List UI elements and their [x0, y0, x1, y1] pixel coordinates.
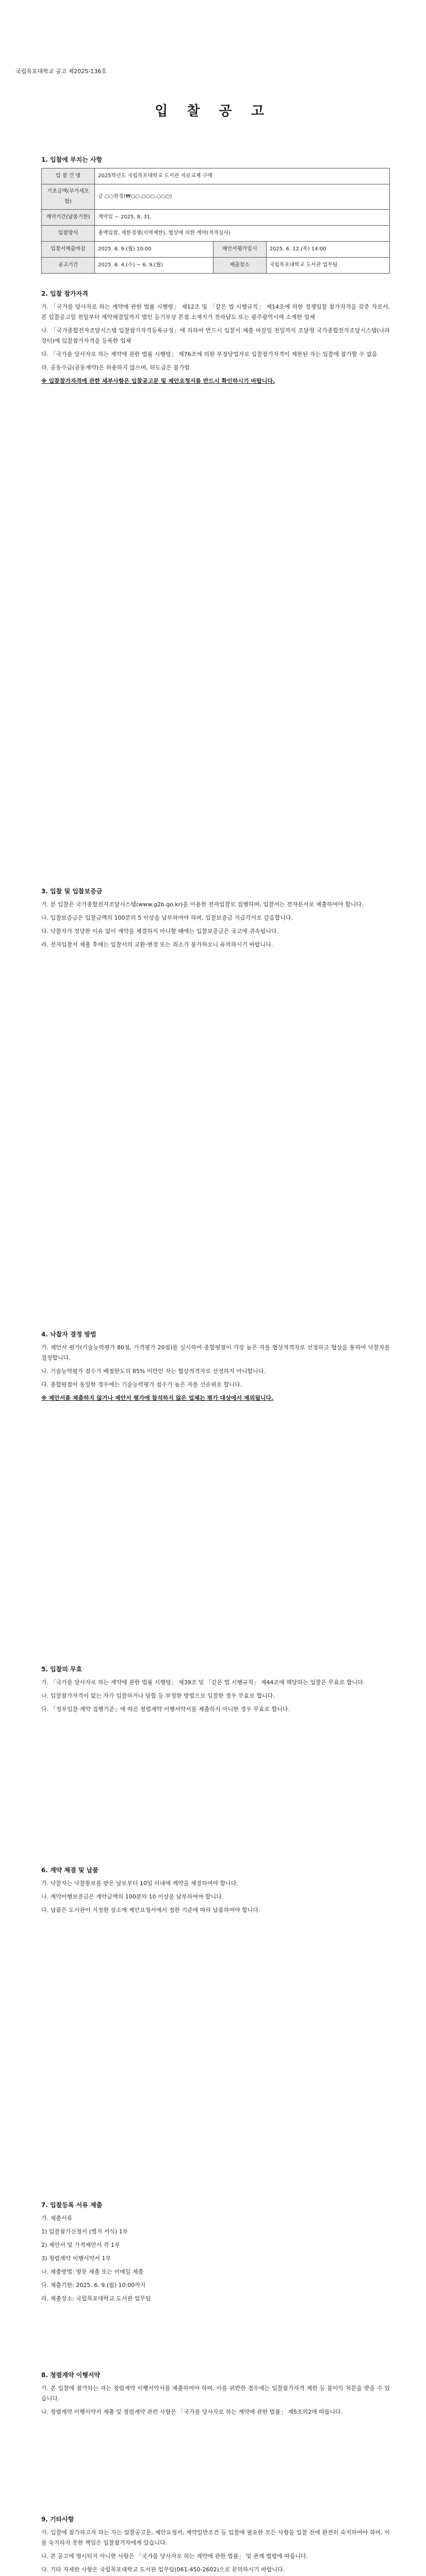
- section-heading: 9. 기타사항: [41, 2516, 74, 2523]
- list-item: 가. 제출서류: [41, 2215, 73, 2222]
- row-label: 제안서평가일시: [213, 242, 266, 258]
- section-heading: 7. 입찰등록 서류 제출: [41, 2201, 103, 2209]
- list-item: 다. 제출기한: 2025. 6. 9.(월) 10:00까지: [41, 2282, 146, 2289]
- list-item: 2) 제안서 및 가격제안서 각 1부: [41, 2242, 120, 2248]
- paragraph: 가. 제안서 평가(기술능력평가 80점, 가격평가 20점)를 실시하여 종합평점이 가장 높은 자를 협상적격자로 선정하고 협상을 통하여 낙찰자를 결정합니다.: [41, 1344, 390, 1361]
- note: ※ 입찰참가자격에 관한 세부사항은 입찰공고문 및 제안요청서를 반드시 확인하시기 바랍니다.: [41, 378, 275, 384]
- paragraph: 가. 낙찰자는 낙찰통보를 받은 날로부터 10일 이내에 계약을 체결하여야 합니다.: [41, 1880, 238, 1887]
- paragraph: 다. 「국가를 당사자로 하는 계약에 관한 법률 시행령」 제76조에 의한 부정당업자로 입찰참가자격이 제한된 자는 입찰에 참가할 수 없음: [41, 351, 378, 358]
- notice-number: 국립목포대학교 공고 제2025-136호: [15, 68, 107, 75]
- section-eligibility: [41, 289, 390, 389]
- section-heading: 3. 입찰 및 입찰보증금: [41, 888, 103, 895]
- paragraph: 나. 입찰참가자격이 없는 자가 입찰하거나 담합 등 부정한 방법으로 입찰한 경우 무효로 합니다.: [41, 1692, 275, 1699]
- paragraph: 가. 본 입찰은 국가종합전자조달시스템(www.g2b.go.kr)을 이용한 전자입찰로 집행하며, 입찰서는 전자문서로 제출하여야 합니다.: [41, 901, 364, 908]
- paragraph: 가. 본 입찰에 참가하는 자는 청렴계약 이행서약서를 제출하여야 하며, 이를 위반한 경우에는 입찰참가자격 제한 등 불이익 처분을 받을 수 있습니다.: [41, 2385, 390, 2402]
- section-award-method: [41, 1329, 390, 1406]
- section-heading: 8. 청렴계약 이행서약: [41, 2371, 101, 2379]
- highlight-note: ※ 제안서를 제출하지 않거나 제안서 평가에 참석하지 않은 업체는 평가 대상에서 제외됩니다.: [41, 1395, 274, 1401]
- row-value: 2025. 6. 4.(수) ~ 6. 9.(월): [95, 258, 214, 274]
- section-integrity: [41, 2370, 390, 2420]
- row-label: 기초금액(부가세포함): [42, 184, 95, 210]
- row-label: 입 찰 건 명: [42, 168, 95, 184]
- section-bid-deposit: [41, 886, 390, 953]
- section-contract: [41, 1865, 390, 1919]
- paragraph: 나. 입찰보증금은 입찰금액의 100분의 5 이상을 납부하여야 하며, 입찰보증금 지급각서로 갈음합니다.: [41, 914, 293, 921]
- row-label: 입찰방식: [42, 226, 95, 242]
- paragraph: 라. 전자입찰서 제출 후에는 입찰서의 교환·변경 또는 취소가 불가하오니 유의하시기 바랍니다.: [41, 941, 273, 948]
- paragraph: 나. 「국가종합전자조달시스템 입찰참가자격등록규정」에 의하여 반드시 입찰서 제출 마감일 전일까지 조달청 국가종합전자조달시스템(나라장터)에 입찰참가자격을 등록한 업체: [41, 327, 390, 344]
- page-title: 입 찰 공 고: [155, 104, 271, 119]
- row-label: 입찰서제출마감: [42, 242, 95, 258]
- paragraph: 가. 「국가를 당사자로 하는 계약에 관한 법률 시행령」 제39조 및 「같은 법 시행규칙」 제44조에 해당하는 입찰은 무효로 합니다.: [41, 1679, 365, 1686]
- paragraph: 다. 낙찰자가 정당한 이유 없이 계약을 체결하지 아니할 때에는 입찰보증금은 국고에 귀속됩니다.: [41, 928, 278, 935]
- paragraph: 다. 「정부입찰·계약 집행기준」에 따른 청렴계약 이행서약서를 제출하지 아니한 경우 무효로 합니다.: [41, 1706, 290, 1713]
- list-item: 3) 청렴계약 이행서약서 1부: [41, 2255, 111, 2262]
- row-value: 2025학년도 국립목포대학교 도서관 자료교재 구매: [95, 168, 390, 184]
- row-label: 제출장소: [213, 258, 266, 274]
- section-invalid-bids: [41, 1664, 390, 1718]
- list-item: 나. 제출방법: 방문 제출 또는 이메일 제출: [41, 2268, 144, 2275]
- section-heading: 2. 입찰 참가자격: [41, 290, 88, 297]
- bid-info-table: [41, 168, 390, 274]
- row-value: 2025. 6. 9.(월) 10:00: [95, 242, 214, 258]
- section-heading: 1. 입찰에 부치는 사항: [41, 156, 103, 163]
- section-heading: 5. 입찰의 무효: [41, 1666, 83, 1673]
- paragraph: 나. 기술능력평가 점수가 배점한도의 85% 미만인 자는 협상적격자로 선정하지 아니합니다.: [41, 1368, 266, 1375]
- paragraph: 다. 납품은 도서관이 지정한 장소에 제안요청서에서 정한 기준에 따라 납품하여야 합니다.: [41, 1907, 260, 1913]
- paragraph: 나. 청렴계약 이행서약서 제출 및 청렴계약 관련 사항은 「국가를 당사자로 하는 계약에 관한 법률」 제5조의2에 따릅니다.: [41, 2409, 343, 2415]
- list-item: 1) 입찰참가신청서 (별지 서식) 1부: [41, 2228, 128, 2235]
- section-bid-items: [41, 155, 390, 274]
- row-value: 총액입찰, 제한경쟁(지역제한), 협상에 의한 계약(적격심사): [95, 226, 390, 242]
- row-label: 계약기간(납품기한): [42, 210, 95, 226]
- row-value: 금 ○○원정(₩○○,○○○,○○○): [95, 184, 390, 210]
- paragraph: 다. 기타 자세한 사항은 국립목포대학교 도서관 업무팀(061-450-2602)으로 문의하시기 바랍니다.: [41, 2566, 285, 2573]
- paragraph: 가. 입찰에 참가하고자 하는 자는 입찰공고문, 제안요청서, 계약일반조건 등 입찰에 필요한 모든 사항을 입찰 전에 완전히 숙지하여야 하며, 이를 숙지하지 못한 책임은 입찰참가자에게 있습니다.: [41, 2529, 390, 2546]
- section-heading: 4. 낙찰자 결정 방법: [41, 1331, 96, 1338]
- row-label: 공고기간: [42, 258, 95, 274]
- row-value: 국립목포대학교 도서관 업무팀: [266, 258, 389, 274]
- section-heading: 6. 계약 체결 및 납품: [41, 1867, 99, 1874]
- row-value: 계약일 ~ 2025. 8. 31.: [95, 210, 390, 226]
- paragraph: 가. 「국가를 당사자로 하는 계약에 관한 법률 시행령」 제12조 및 「같은 법 시행규칙」 제14조에 의한 경쟁입찰 참가자격을 갖춘 자로서, 본 입찰공고일 전일부터 계약체결일까지 법인 등기부상 본점 소재지가 전라남도 또는 광주광역시에 소재한 업체: [41, 303, 390, 320]
- paragraph: 다. 종합평점이 동일한 경우에는 기술능력평가 점수가 높은 자를 선순위로 합니다.: [41, 1381, 242, 1388]
- paragraph: 나. 계약이행보증금은 계약금액의 100분의 10 이상을 납부하여야 합니다.: [41, 1893, 224, 1900]
- section-misc: [41, 2514, 390, 2576]
- list-item: 라. 제출장소: 국립목포대학교 도서관 업무팀: [41, 2295, 151, 2302]
- paragraph: 나. 본 공고에 명시되지 아니한 사항은 「국가를 당사자로 하는 계약에 관한 법률」 및 관계 법령에 따릅니다.: [41, 2553, 308, 2560]
- row-value: 2025. 6. 12.(목) 14:00: [266, 242, 389, 258]
- section-documents: [41, 2200, 390, 2307]
- paragraph: 라. 공동수급(공동계약)은 허용하지 않으며, 하도급은 불가함: [41, 364, 190, 371]
